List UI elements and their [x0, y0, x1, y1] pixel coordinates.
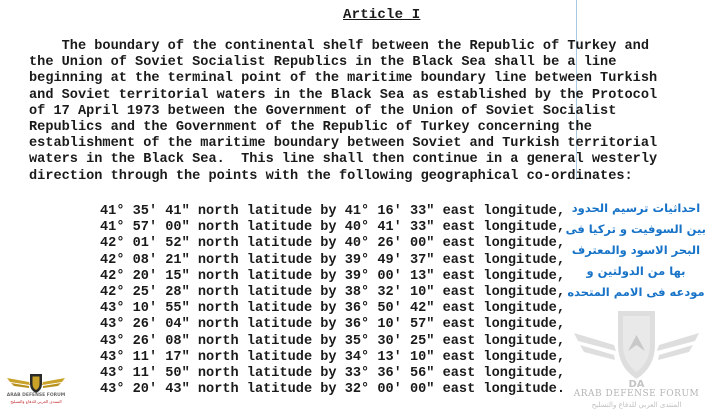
article-paragraph: [29, 39, 679, 185]
annotation-line: مودعه فى الامم المتحده: [567, 285, 705, 299]
paragraph-line: Republics and the Government of the Republic of Turkey concerning the: [29, 120, 592, 136]
coordinate-list: [100, 204, 565, 398]
annotation-line: بين السوفيت و تركيا فى: [565, 222, 706, 236]
paragraph-line: and Soviet territorial waters in the Black Sea as established by the Protocol: [29, 87, 658, 103]
coordinate-row: 43° 10' 55" north latitude by 36° 50' 42" east longitude,: [100, 301, 565, 317]
watermark-right: [566, 305, 707, 411]
annotation-line: البحر الاسود والمعترف: [571, 243, 701, 257]
coordinate-row: 41° 35' 41" north latitude by 41° 16' 33" east longitude,: [100, 204, 565, 219]
coordinate-row: 42° 20' 15" north latitude by 39° 00' 13" east longitude,: [100, 268, 565, 284]
emblem-letters: DA: [628, 379, 645, 389]
coordinate-row: 43° 20' 43" north latitude by 32° 00' 00" east longitude.: [100, 382, 565, 398]
coordinate-row: 43° 26' 08" north latitude by 35° 30' 25" east longitude,: [100, 333, 565, 349]
annotation-line: بها من الدولتين و: [586, 264, 686, 278]
coordinate-row: 42° 25' 28" north latitude by 38° 32' 10" east longitude,: [100, 285, 565, 301]
coordinate-row: 43° 26' 04" north latitude by 36° 10' 57" east longitude,: [100, 317, 565, 333]
watermark-left-tagline: المنتدى العربي للدفاع والتسليح: [10, 399, 62, 404]
paragraph-line: the Union of Soviet Socialist Republics in the Black Sea shall be a line: [29, 55, 617, 71]
shield-emblem-icon: [566, 305, 707, 389]
paragraph-line: direction through the points with the following geographical co-ordinates:: [29, 168, 633, 184]
paragraph-line: The boundary of the continental shelf between the Republic of Turkey and: [29, 39, 649, 54]
paragraph-line: beginning at the terminal point of the maritime boundary line between Turkish: [29, 71, 658, 87]
coordinate-row: 43° 11' 17" north latitude by 34° 13' 10" east longitude,: [100, 349, 565, 365]
watermark-brand: ARAB DEFENSE FORUM: [573, 389, 700, 399]
watermark-left-brand: ARAB DEFENSE FORUM: [6, 393, 66, 398]
article-title: Article I: [343, 7, 421, 23]
paragraph-line: establishment of the maritime boundary between Soviet and Turkish territorial: [29, 136, 658, 152]
annotation-line: احداثيات ترسيم الحدود: [571, 201, 701, 215]
paragraph-line: of 17 April 1973 between the Government of the Union of Soviet Socialist: [29, 103, 617, 119]
coordinate-row: 42° 08' 21" north latitude by 39° 49' 37" east longitude,: [100, 252, 565, 268]
coordinate-row: 42° 01' 52" north latitude by 40° 26' 00" east longitude,: [100, 236, 565, 252]
winged-shield-logo-icon: [5, 372, 67, 394]
arabic-annotation: [566, 198, 706, 303]
watermark-tagline: المنتدى العربي للدفاع والتسليح: [591, 401, 682, 409]
coordinate-row: 43° 11' 50" north latitude by 33° 36' 56" east longitude,: [100, 366, 565, 382]
watermark-left: [5, 372, 67, 410]
coordinate-row: 41° 57' 00" north latitude by 40° 41' 33" east longitude,: [100, 220, 565, 236]
paragraph-line: waters in the Black Sea. This line shall then continue in a general westerly: [29, 152, 658, 168]
